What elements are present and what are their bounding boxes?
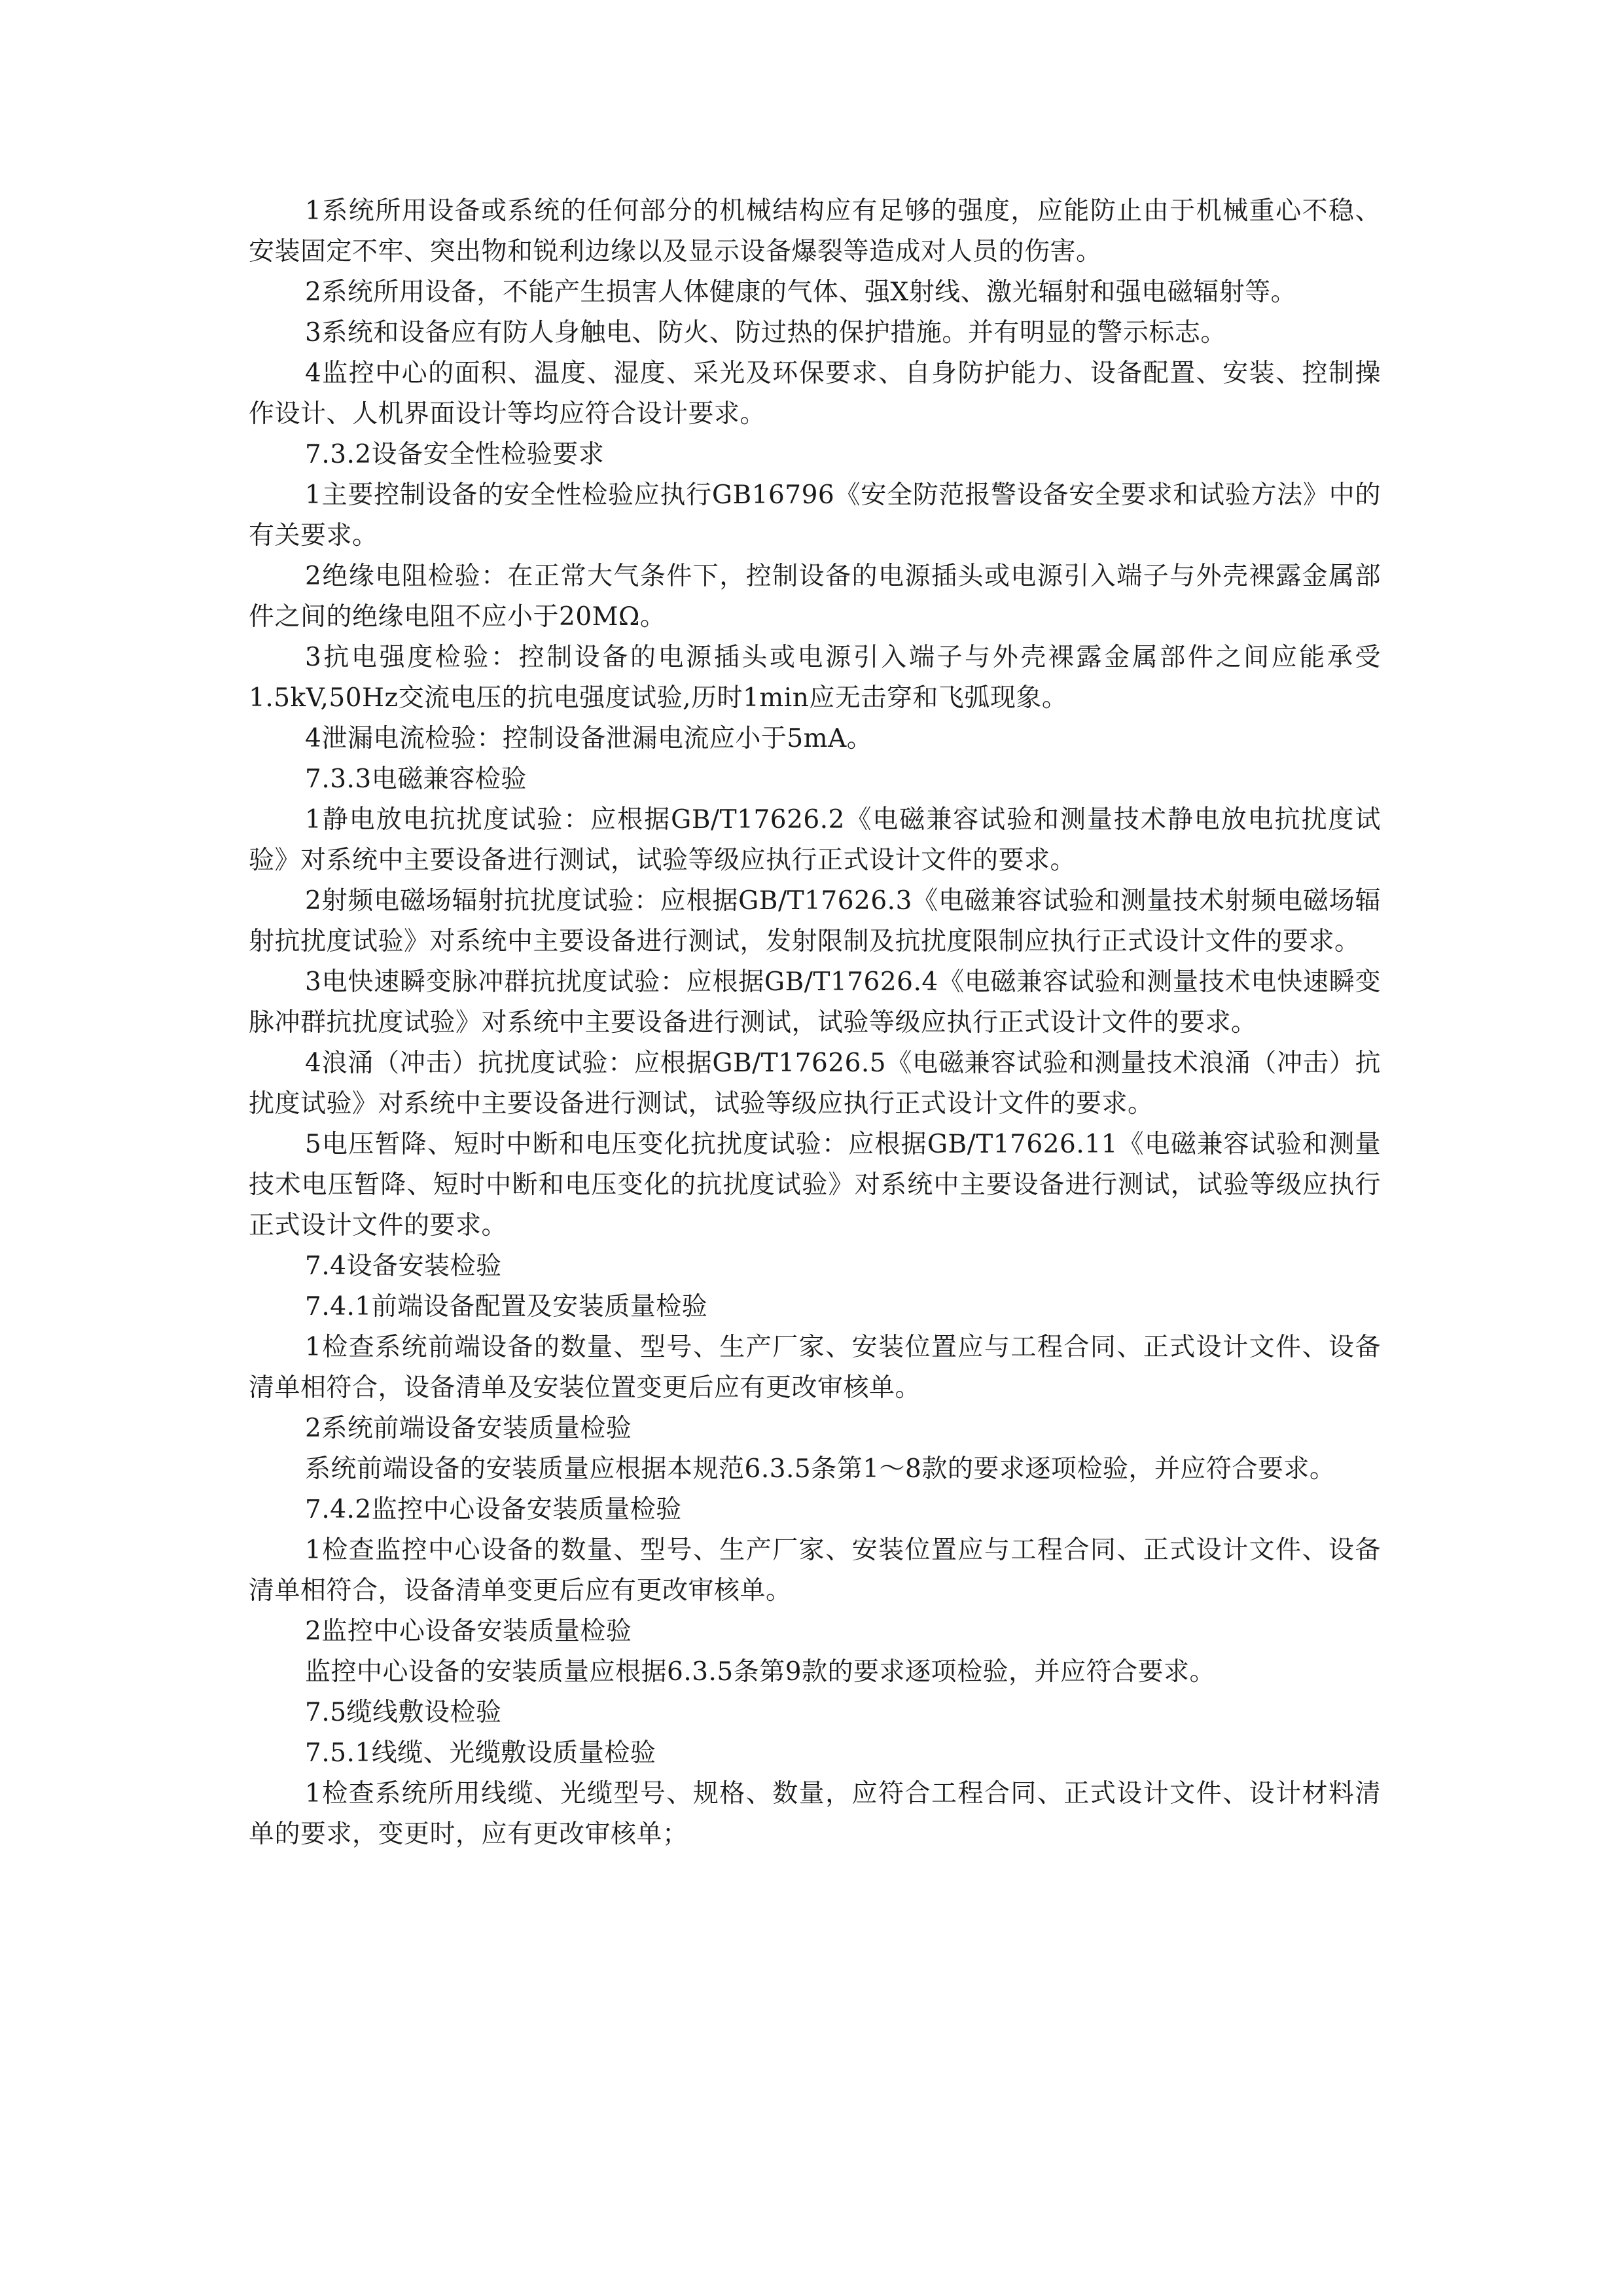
paragraph-5: 1主要控制设备的安全性检验应执行GB16796《安全防范报警设备安全要求和试验方法》中的有关要求。 (249, 480, 1381, 550)
paragraph-9: 1静电放电抗扰度试验：应根据GB/T17626.2《电磁兼容试验和测量技术静电放电抗扰度试验》对系统中主要设备进行测试，试验等级应执行正式设计文件的要求。 (249, 805, 1381, 875)
paragraph-16: 系统前端设备的安装质量应根据本规范6.3.5条第1～8款的要求逐项检验，并应符合要求。 (305, 1454, 1336, 1484)
section-heading-7-5-1: 7.5.1线缆、光缆敷设质量检验 (305, 1738, 656, 1768)
paragraph-13: 5电压暂降、短时中断和电压变化抗扰度试验：应根据GB/T17626.11《电磁兼容试验和测量技术电压暂降、短时中断和电压变化的抗扰度试验》对系统中主要设备进行测试，试验等级应执行正式设计文件的要求。 (249, 1130, 1381, 1240)
paragraph-11: 3电快速瞬变脉冲群抗扰度试验：应根据GB/T17626.4《电磁兼容试验和测量技术电快速瞬变脉冲群抗扰度试验》对系统中主要设备进行测试，试验等级应执行正式设计文件的要求。 (249, 967, 1381, 1037)
paragraph-19: 监控中心设备的安装质量应根据6.3.5条第9款的要求逐项检验，并应符合要求。 (305, 1657, 1216, 1687)
section-heading-7-5: 7.5缆线敷设检验 (305, 1698, 502, 1727)
paragraph-8: 4泄漏电流检验：控制设备泄漏电流应小于5mA。 (305, 724, 873, 753)
paragraph-1: 1系统所用设备或系统的任何部分的机械结构应有足够的强度，应能防止由于机械重心不稳、安装固定不牢、突出物和锐利边缘以及显示设备爆裂等造成对人员的伤害。 (249, 196, 1381, 266)
paragraph-6: 2绝缘电阻检验：在正常大气条件下，控制设备的电源插头或电源引入端子与外壳裸露金属部件之间的绝缘电阻不应小于20MΩ。 (249, 562, 1381, 632)
paragraph-7: 3抗电强度检验：控制设备的电源插头或电源引入端子与外壳裸露金属部件之间应能承受1.5kV,50Hz交流电压的抗电强度试验,历时1min应无击穿和飞弧现象。 (249, 643, 1381, 713)
section-heading-7-4: 7.4设备安装检验 (305, 1251, 502, 1281)
paragraph-17: 1检查监控中心设备的数量、型号、生产厂家、安装位置应与工程合同、正式设计文件、设备清单相符合，设备清单变更后应有更改审核单。 (249, 1535, 1381, 1605)
paragraph-4: 4监控中心的面积、温度、湿度、采光及环保要求、自身防护能力、设备配置、安装、控制操作设计、人机界面设计等均应符合设计要求。 (249, 359, 1381, 429)
document-page (249, 191, 1381, 1855)
section-heading-7-3-3: 7.3.3电磁兼容检验 (305, 764, 527, 794)
paragraph-10: 2射频电磁场辐射抗扰度试验：应根据GB/T17626.3《电磁兼容试验和测量技术射频电磁场辐射抗扰度试验》对系统中主要设备进行测试，发射限制及抗扰度限制应执行正式设计文件的要求。 (249, 886, 1381, 956)
paragraph-20: 1检查系统所用线缆、光缆型号、规格、数量，应符合工程合同、正式设计文件、设计材料清单的要求，变更时，应有更改审核单； (249, 1779, 1381, 1849)
section-heading-7-4-2: 7.4.2监控中心设备安装质量检验 (305, 1495, 682, 1524)
paragraph-15: 2系统前端设备安装质量检验 (305, 1414, 632, 1443)
paragraph-18: 2监控中心设备安装质量检验 (305, 1617, 632, 1646)
paragraph-2: 2系统所用设备，不能产生损害人体健康的气体、强X射线、激光辐射和强电磁辐射等。 (305, 278, 1297, 307)
section-heading-7-4-1: 7.4.1前端设备配置及安装质量检验 (305, 1292, 708, 1321)
paragraph-12: 4浪涌（冲击）抗扰度试验：应根据GB/T17626.5《电磁兼容试验和测量技术浪涌（冲击）抗扰度试验》对系统中主要设备进行测试，试验等级应执行正式设计文件的要求。 (249, 1049, 1381, 1119)
section-heading-7-3-2: 7.3.2设备安全性检验要求 (305, 440, 605, 469)
paragraph-14: 1检查系统前端设备的数量、型号、生产厂家、安装位置应与工程合同、正式设计文件、设备清单相符合，设备清单及安装位置变更后应有更改审核单。 (249, 1333, 1381, 1403)
paragraph-3: 3系统和设备应有防人身触电、防火、防过热的保护措施。并有明显的警示标志。 (305, 318, 1226, 348)
